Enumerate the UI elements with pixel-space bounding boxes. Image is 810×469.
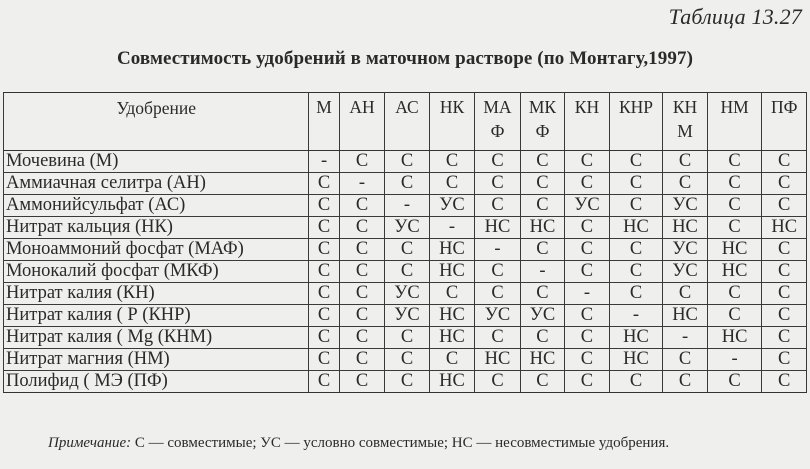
compatibility-cell: УС [475, 305, 521, 327]
compatibility-cell: С [565, 327, 609, 349]
compatibility-cell: С [762, 239, 807, 261]
compatibility-cell: С [762, 349, 807, 371]
row-fertilizer-name: Полифид ( МЭ (ПФ) [4, 371, 309, 393]
table-row [4, 239, 807, 261]
compatibility-cell: С [475, 195, 521, 217]
compatibility-cell: - [339, 173, 385, 195]
compatibility-cell: С [429, 283, 475, 305]
compatibility-cell: С [663, 371, 707, 393]
compatibility-cell: С [339, 195, 385, 217]
compatibility-cell: С [565, 239, 609, 261]
compatibility-cell: УС [385, 305, 429, 327]
compatibility-cell: С [309, 195, 339, 217]
compatibility-cell: С [339, 349, 385, 371]
row-fertilizer-name: Мочевина (М) [4, 151, 309, 173]
compatibility-cell: С [609, 283, 663, 305]
row-fertilizer-name: Нитрат калия (КН) [4, 283, 309, 305]
compatibility-cell: НС [609, 217, 663, 239]
compatibility-cell: С [520, 239, 564, 261]
column-header: АН [339, 93, 385, 151]
compatibility-cell: УС [663, 261, 707, 283]
table-row [4, 217, 807, 239]
compatibility-cell: С [609, 195, 663, 217]
table-row [4, 195, 807, 217]
compatibility-cell: НС [520, 349, 564, 371]
column-header: НК [429, 93, 475, 151]
row-fertilizer-name: Аммонийсульфат (АС) [4, 195, 309, 217]
compatibility-cell: УС [429, 195, 475, 217]
compatibility-cell: УС [565, 195, 609, 217]
compatibility-cell: - [663, 327, 707, 349]
compatibility-cell: С [339, 261, 385, 283]
compatibility-cell: - [565, 283, 609, 305]
table-row [4, 151, 807, 173]
table-row [4, 371, 807, 393]
compatibility-cell: С [762, 305, 807, 327]
compatibility-cell: С [309, 261, 339, 283]
compatibility-cell: С [663, 349, 707, 371]
row-fertilizer-name: Нитрат магния (НМ) [4, 349, 309, 371]
column-header: АС [385, 93, 429, 151]
row-fertilizer-name: Нитрат калия ( Р (КНР) [4, 305, 309, 327]
table-number: Таблица 13.27 [668, 4, 802, 29]
compatibility-cell: НС [609, 349, 663, 371]
compatibility-cell: НС [475, 217, 521, 239]
compatibility-cell: НС [429, 327, 475, 349]
compatibility-cell: НС [429, 371, 475, 393]
compatibility-cell: С [762, 261, 807, 283]
compatibility-cell: С [520, 283, 564, 305]
compatibility-cell: - [475, 239, 521, 261]
compatibility-cell: С [385, 261, 429, 283]
column-header: ПФ [762, 93, 807, 151]
table-note [48, 435, 669, 452]
compatibility-table [3, 92, 807, 393]
compatibility-cell: С [707, 173, 762, 195]
compatibility-cell: С [309, 349, 339, 371]
compatibility-cell: НС [475, 349, 521, 371]
compatibility-cell: С [520, 327, 564, 349]
compatibility-cell: С [707, 217, 762, 239]
column-header: КН М [663, 93, 707, 151]
compatibility-cell: - [309, 151, 339, 173]
compatibility-cell: С [609, 261, 663, 283]
compatibility-cell: НС [663, 305, 707, 327]
compatibility-cell: НС [520, 217, 564, 239]
compatibility-cell: С [385, 349, 429, 371]
table-body [4, 151, 807, 393]
compatibility-cell: С [339, 217, 385, 239]
compatibility-cell: С [707, 283, 762, 305]
compatibility-table-container [3, 92, 807, 393]
compatibility-cell: С [707, 151, 762, 173]
compatibility-cell: НС [762, 217, 807, 239]
compatibility-cell: С [609, 371, 663, 393]
compatibility-cell: С [565, 349, 609, 371]
compatibility-cell: С [309, 283, 339, 305]
compatibility-cell: С [385, 239, 429, 261]
column-header: КН [565, 93, 609, 151]
compatibility-cell: С [475, 173, 521, 195]
compatibility-cell: С [475, 327, 521, 349]
row-fertilizer-name: Монокалий фосфат (МКФ) [4, 261, 309, 283]
compatibility-cell: С [762, 283, 807, 305]
row-fertilizer-name: Моноаммоний фосфат (МАФ) [4, 239, 309, 261]
table-title: Совместимость удобрений в маточном растворе (по Монтагу,1997) [116, 48, 694, 69]
compatibility-cell: С [565, 305, 609, 327]
compatibility-cell: С [339, 151, 385, 173]
compatibility-cell: С [520, 151, 564, 173]
compatibility-cell: С [762, 151, 807, 173]
compatibility-cell: С [565, 371, 609, 393]
compatibility-cell: С [385, 327, 429, 349]
compatibility-cell: С [707, 371, 762, 393]
compatibility-cell: С [663, 151, 707, 173]
compatibility-cell: УС [520, 305, 564, 327]
compatibility-cell: С [339, 327, 385, 349]
compatibility-cell: С [609, 239, 663, 261]
compatibility-cell: С [565, 173, 609, 195]
compatibility-cell: С [309, 327, 339, 349]
compatibility-cell: С [762, 173, 807, 195]
compatibility-cell: УС [663, 239, 707, 261]
compatibility-cell: С [520, 195, 564, 217]
table-row [4, 173, 807, 195]
column-header: КНР [609, 93, 663, 151]
table-row [4, 305, 807, 327]
compatibility-cell: С [385, 173, 429, 195]
compatibility-cell: С [707, 305, 762, 327]
note-text: С — совместимые; УС — условно совместимые; НС — несовместимые удобрения. [131, 435, 670, 451]
compatibility-cell: НС [429, 261, 475, 283]
compatibility-cell: С [339, 239, 385, 261]
compatibility-cell: С [309, 217, 339, 239]
column-header: МА Ф [475, 93, 521, 151]
compatibility-cell: С [339, 305, 385, 327]
compatibility-cell: С [309, 371, 339, 393]
header-row [4, 93, 807, 151]
compatibility-cell: С [429, 349, 475, 371]
compatibility-cell: С [429, 151, 475, 173]
compatibility-cell: НС [609, 327, 663, 349]
compatibility-cell: С [309, 239, 339, 261]
compatibility-cell: С [762, 327, 807, 349]
compatibility-cell: УС [385, 283, 429, 305]
table-row [4, 261, 807, 283]
column-header: НМ [707, 93, 762, 151]
compatibility-cell: С [385, 371, 429, 393]
compatibility-cell: С [475, 283, 521, 305]
compatibility-cell: - [707, 349, 762, 371]
column-header: М [309, 93, 339, 151]
compatibility-cell: - [520, 261, 564, 283]
compatibility-cell: НС [429, 239, 475, 261]
compatibility-cell: С [385, 151, 429, 173]
compatibility-cell: - [609, 305, 663, 327]
compatibility-cell: НС [707, 327, 762, 349]
compatibility-cell: С [309, 305, 339, 327]
table-row [4, 327, 807, 349]
compatibility-cell: НС [707, 261, 762, 283]
column-header: МК Ф [520, 93, 564, 151]
compatibility-cell: С [565, 261, 609, 283]
compatibility-cell: НС [663, 217, 707, 239]
compatibility-cell: С [663, 173, 707, 195]
compatibility-cell: - [385, 195, 429, 217]
row-fertilizer-name: Аммиачная селитра (АН) [4, 173, 309, 195]
compatibility-cell: С [429, 173, 475, 195]
table-row [4, 349, 807, 371]
compatibility-cell: С [762, 371, 807, 393]
compatibility-cell: С [609, 173, 663, 195]
compatibility-cell: НС [707, 239, 762, 261]
column-header-fertilizer: Удобрение [4, 93, 309, 151]
compatibility-cell: С [475, 261, 521, 283]
compatibility-cell: С [475, 371, 521, 393]
compatibility-cell: С [339, 283, 385, 305]
compatibility-cell: С [339, 371, 385, 393]
compatibility-cell: С [609, 151, 663, 173]
compatibility-cell: С [520, 173, 564, 195]
row-fertilizer-name: Нитрат кальция (НК) [4, 217, 309, 239]
row-fertilizer-name: Нитрат калия ( Mg (КНМ) [4, 327, 309, 349]
compatibility-cell: - [429, 217, 475, 239]
compatibility-cell: С [663, 283, 707, 305]
compatibility-cell: С [565, 217, 609, 239]
compatibility-cell: С [520, 371, 564, 393]
compatibility-cell: УС [385, 217, 429, 239]
compatibility-cell: УС [663, 195, 707, 217]
compatibility-cell: С [707, 195, 762, 217]
compatibility-cell: С [565, 151, 609, 173]
note-label: Примечание: [48, 435, 132, 451]
compatibility-cell: С [309, 173, 339, 195]
compatibility-cell: С [762, 195, 807, 217]
table-row [4, 283, 807, 305]
compatibility-cell: НС [429, 305, 475, 327]
compatibility-cell: С [475, 151, 521, 173]
